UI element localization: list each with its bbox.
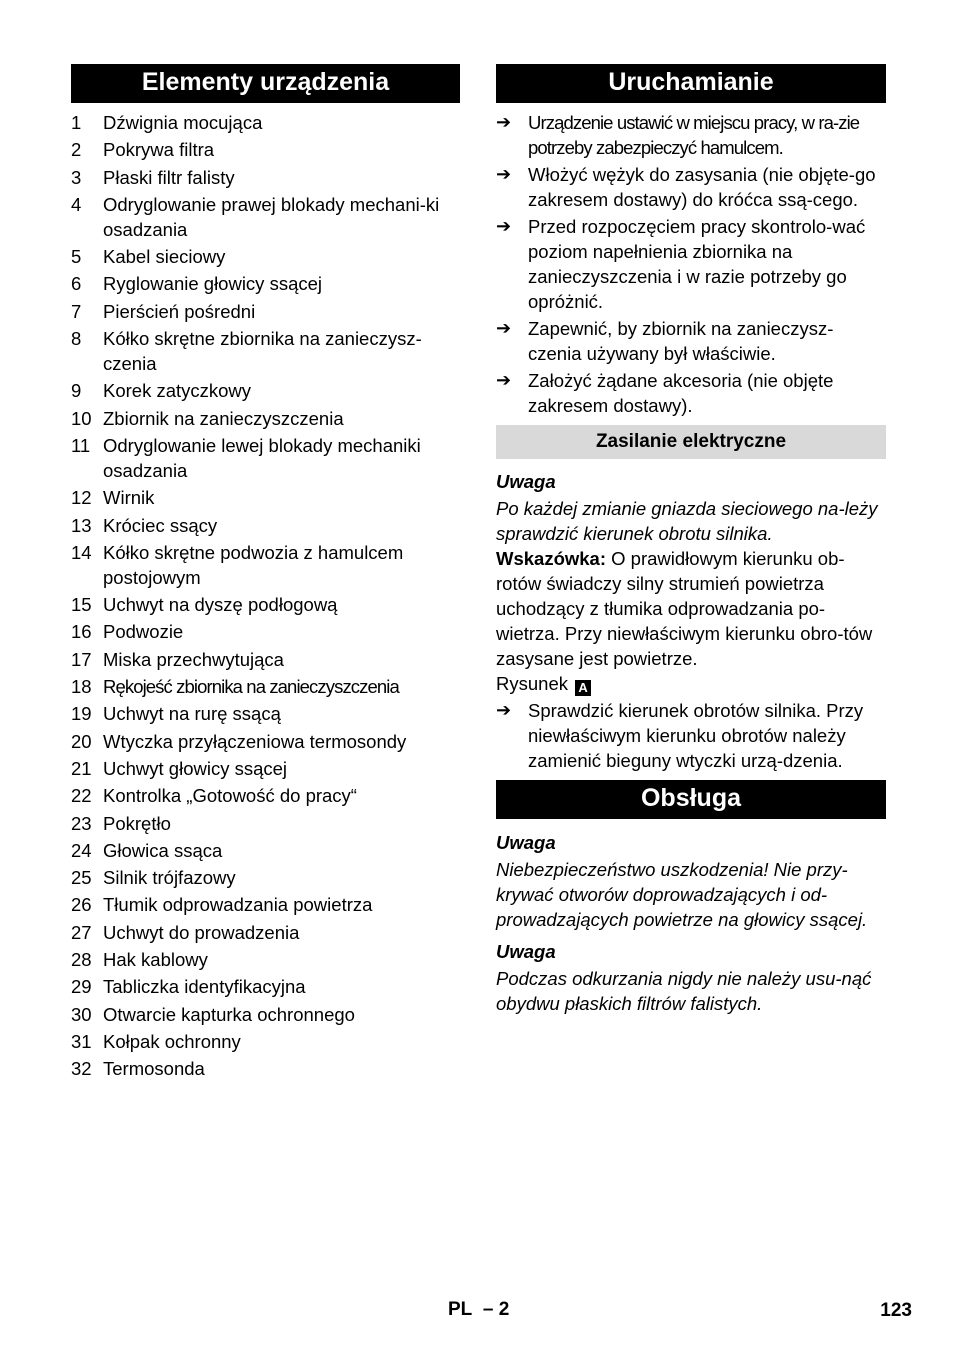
item-text: Miska przechwytująca xyxy=(103,648,284,670)
item-number: 16 xyxy=(71,621,92,643)
components-column xyxy=(71,64,460,1084)
list-item xyxy=(71,110,460,135)
footer-section-label xyxy=(448,1297,509,1322)
item-text: Ryglowanie głowicy ssącej xyxy=(103,273,323,295)
hint-paragraph xyxy=(496,546,886,671)
item-number: 19 xyxy=(71,703,92,725)
list-item xyxy=(71,947,460,972)
figure-a-icon: A xyxy=(575,680,591,696)
item-number: 4 xyxy=(71,193,82,215)
list-item xyxy=(71,244,460,269)
list-item xyxy=(71,701,460,726)
note-text: Podczas odkurzania nigdy nie należy usu-nąć obydwu płaskich filtrów falistych. xyxy=(496,968,872,1014)
list-item xyxy=(71,729,460,754)
list-item xyxy=(496,698,886,773)
item-number: 29 xyxy=(71,976,92,998)
item-text: Kółko skrętne podwozia z hamulcem postojowym xyxy=(103,541,404,588)
startup-steps xyxy=(496,110,886,418)
list-item xyxy=(71,811,460,836)
step-text: Sprawdzić kierunek obrotów silnika. Przy niewłaściwym kierunku obrotów należy zamienić bieguny wtyczki urzą-dzenia. xyxy=(528,700,864,771)
item-text: Zbiornik na zanieczyszczenia xyxy=(103,407,344,429)
list-item xyxy=(71,192,460,242)
operation-heading: Obsługa xyxy=(496,780,886,819)
item-number: 12 xyxy=(71,487,92,509)
power-steps xyxy=(496,698,886,773)
item-text: Uchwyt do prowadzenia xyxy=(103,921,300,943)
item-text: Rękojeść zbiornika na zanieczyszczenia xyxy=(103,676,399,698)
item-number: 18 xyxy=(71,676,92,698)
list-item xyxy=(71,619,460,644)
arrow-right-icon: ➔ xyxy=(496,370,512,390)
item-number: 8 xyxy=(71,328,82,350)
item-text: Tłumik odprowadzania powietrza xyxy=(103,894,373,916)
item-number: 10 xyxy=(71,407,92,429)
list-item xyxy=(71,592,460,617)
item-text: Termosonda xyxy=(103,1058,205,1080)
list-item xyxy=(71,1002,460,1027)
note-label: Uwaga xyxy=(496,471,556,492)
item-number: 20 xyxy=(71,730,92,752)
list-item xyxy=(71,271,460,296)
list-item xyxy=(496,214,886,314)
note-label: Uwaga xyxy=(496,941,556,962)
item-number: 7 xyxy=(71,300,82,322)
arrow-right-icon: ➔ xyxy=(496,112,512,132)
list-item xyxy=(496,110,886,160)
list-item xyxy=(71,838,460,863)
page-number: 123 xyxy=(880,1300,912,1321)
list-item xyxy=(71,513,460,538)
list-item xyxy=(71,865,460,890)
item-number: 23 xyxy=(71,812,92,834)
item-number: 30 xyxy=(71,1003,92,1025)
item-number: 6 xyxy=(71,273,82,295)
step-text: Urządzenie ustawić w miejscu pracy, w ra-zie potrzeby zabezpieczyć hamulcem. xyxy=(528,112,860,158)
list-item xyxy=(71,137,460,162)
item-number: 31 xyxy=(71,1030,92,1052)
item-text: Uchwyt głowicy ssącej xyxy=(103,757,288,779)
components-list xyxy=(71,110,460,1081)
item-number: 14 xyxy=(71,541,92,563)
item-text: Płaski filtr falisty xyxy=(103,166,235,188)
item-text: Pokrętło xyxy=(103,812,171,834)
arrow-right-icon: ➔ xyxy=(496,216,512,236)
item-number: 2 xyxy=(71,139,82,161)
item-text: Uchwyt na dyszę podłogową xyxy=(103,594,338,616)
hint-label: Wskazówka: xyxy=(496,548,607,569)
instructions-column xyxy=(496,64,886,1016)
item-text: Korek zatyczkowy xyxy=(103,380,252,402)
hint-text: O prawidłowym kierunku ob-rotów świadczy silny strumień powietrza uchodzący z tłumika odprowadzania po-wietrza. Przy niewłaściwym kierunku obro-tów zasysane jest powietrze. xyxy=(496,548,873,669)
power-supply-heading: Zasilanie elektryczne xyxy=(496,425,886,459)
list-item xyxy=(71,406,460,431)
item-number: 25 xyxy=(71,867,92,889)
list-item xyxy=(71,540,460,590)
item-text: Króciec ssący xyxy=(103,514,218,536)
item-text: Głowica ssąca xyxy=(103,839,223,861)
item-number: 11 xyxy=(71,434,91,456)
item-text: Podwozie xyxy=(103,621,184,643)
figure-reference xyxy=(496,671,886,696)
item-text: Wirnik xyxy=(103,487,155,509)
list-item xyxy=(71,920,460,945)
list-item xyxy=(71,326,460,376)
list-item xyxy=(71,974,460,999)
item-text: Tabliczka identyfikacyjna xyxy=(103,976,306,998)
startup-heading: Uruchamianie xyxy=(496,64,886,103)
components-heading: Elementy urządzenia xyxy=(71,64,460,103)
item-text: Pierścień pośredni xyxy=(103,300,256,322)
list-item xyxy=(71,674,460,699)
arrow-right-icon: ➔ xyxy=(496,318,512,338)
list-item xyxy=(71,299,460,324)
item-number: 21 xyxy=(71,757,92,779)
list-item xyxy=(71,783,460,808)
item-number: 22 xyxy=(71,785,92,807)
item-text: Wtyczka przyłączeniowa termosondy xyxy=(103,730,407,752)
list-item xyxy=(71,378,460,403)
item-number: 28 xyxy=(71,949,92,971)
list-item xyxy=(71,433,460,483)
item-text: Kontrolka „Gotowość do pracy“ xyxy=(103,785,357,807)
item-text: Hak kablowy xyxy=(103,949,208,971)
item-number: 26 xyxy=(71,894,92,916)
item-number: 9 xyxy=(71,380,82,402)
item-text: Pokrywa filtra xyxy=(103,139,215,161)
list-item xyxy=(71,647,460,672)
item-text: Odryglowanie prawej blokady mechani-ki osadzania xyxy=(103,193,440,240)
item-text: Silnik trójfazowy xyxy=(103,867,236,889)
item-text: Kółko skrętne zbiornika na zanieczysz-czenia xyxy=(103,328,422,375)
note-text: Niebezpieczeństwo uszkodzenia! Nie przy-krywać otworów doprowadzających i od-prowadzających powietrze na głowicy ssącej. xyxy=(496,859,868,930)
item-text: Kołpak ochronny xyxy=(103,1030,241,1052)
arrow-right-icon: ➔ xyxy=(496,164,512,184)
item-text: Uchwyt na rurę ssącą xyxy=(103,703,281,725)
arrow-right-icon: ➔ xyxy=(496,700,512,720)
list-item xyxy=(71,756,460,781)
list-item xyxy=(496,368,886,418)
list-item xyxy=(496,316,886,366)
item-number: 24 xyxy=(71,839,92,861)
list-item xyxy=(71,165,460,190)
list-item xyxy=(71,892,460,917)
list-item xyxy=(71,1029,460,1054)
item-number: 1 xyxy=(71,112,82,133)
item-text: Kabel sieciowy xyxy=(103,246,226,268)
item-number: 5 xyxy=(71,246,82,268)
list-item xyxy=(71,1056,460,1081)
item-number: 15 xyxy=(71,594,92,616)
item-text: Odryglowanie lewej blokady mechaniki osadzania xyxy=(103,434,421,481)
item-number: 13 xyxy=(71,514,92,536)
step-text: Zapewnić, by zbiornik na zanieczysz-czenia używany był właściwie. xyxy=(528,318,834,364)
step-text: Założyć żądane akcesoria (nie objęte zakresem dostawy). xyxy=(528,370,834,416)
item-number: 3 xyxy=(71,166,82,188)
footer-language: PL xyxy=(448,1299,473,1320)
note-text: Po każdej zmianie gniazda sieciowego na-leży sprawdzić kierunek obrotu silnika. xyxy=(496,498,878,544)
item-number: 32 xyxy=(71,1058,92,1080)
item-text: Otwarcie kapturka ochronnego xyxy=(103,1003,355,1025)
list-item xyxy=(71,485,460,510)
step-text: Przed rozpoczęciem pracy skontrolo-wać poziom napełnienia zbiornika na zanieczyszczenia i w razie potrzeby go opróżnić. xyxy=(528,216,866,312)
footer-section-page: – 2 xyxy=(482,1299,510,1320)
step-text: Włożyć wężyk do zasysania (nie objęte-go zakresem dostawy) do króćca ssą-cego. xyxy=(528,164,876,210)
list-item xyxy=(496,162,886,212)
item-number: 27 xyxy=(71,921,92,943)
figure-label: Rysunek xyxy=(496,673,568,694)
item-text: Dźwignia mocująca xyxy=(103,112,263,133)
item-number: 17 xyxy=(71,648,92,670)
note-label: Uwaga xyxy=(496,832,556,853)
